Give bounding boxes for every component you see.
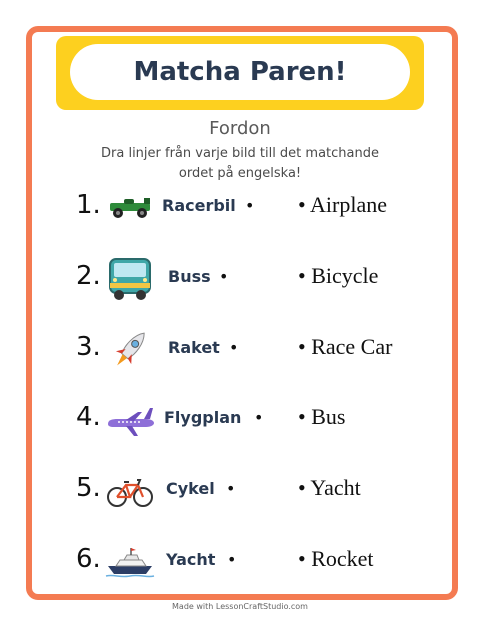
race-car-icon [104, 184, 156, 232]
worksheet-frame [26, 26, 458, 600]
left-bullet[interactable]: • [219, 267, 229, 286]
right-bullet[interactable]: • [298, 263, 306, 288]
right-bullet[interactable]: • [298, 404, 306, 429]
footer-credit: Made with LessonCraftStudio.com [172, 602, 308, 611]
swedish-word: Yacht [166, 550, 216, 569]
item-number: 5. [76, 473, 101, 503]
left-bullet[interactable]: • [227, 550, 237, 569]
english-label: Bus [311, 404, 346, 429]
english-word [298, 334, 392, 360]
item-number: 2. [76, 261, 101, 291]
english-label: Bicycle [311, 263, 379, 288]
title-pill [70, 44, 410, 100]
match-row [0, 398, 480, 442]
match-row [0, 328, 480, 372]
yacht-icon [104, 538, 156, 586]
english-word [298, 475, 361, 501]
right-bullet[interactable]: • [298, 192, 306, 217]
match-row [0, 257, 480, 301]
left-bullet[interactable]: • [226, 479, 236, 498]
match-row [0, 540, 480, 584]
item-number: 6. [76, 544, 101, 574]
worksheet-instructions [70, 144, 410, 184]
english-label: Race Car [311, 334, 393, 359]
english-word [298, 404, 345, 430]
english-word [298, 192, 387, 218]
english-word [298, 546, 374, 572]
instructions-line-1: Dra linjer från varje bild till det matchande [101, 146, 379, 161]
swedish-word: Cykel [166, 479, 215, 498]
swedish-word: Racerbil [162, 196, 236, 215]
left-bullet[interactable]: • [245, 196, 255, 215]
english-label: Rocket [311, 546, 374, 571]
swedish-word: Raket [168, 338, 220, 357]
item-number: 4. [76, 402, 101, 432]
swedish-word: Flygplan [164, 408, 242, 427]
right-bullet[interactable]: • [298, 546, 306, 571]
bicycle-icon [104, 467, 156, 515]
item-number: 1. [76, 190, 101, 220]
airplane-icon [104, 396, 156, 444]
right-bullet[interactable]: • [298, 475, 306, 500]
item-number: 3. [76, 332, 101, 362]
english-label: Airplane [310, 192, 387, 217]
match-row [0, 469, 480, 513]
worksheet-title: Matcha Paren! [133, 57, 347, 87]
english-label: Yacht [310, 475, 361, 500]
left-bullet[interactable]: • [254, 408, 264, 427]
match-row [0, 186, 480, 230]
left-bullet[interactable]: • [229, 338, 239, 357]
instructions-line-2: ordet på engelska! [178, 166, 302, 181]
swedish-word: Buss [168, 267, 211, 286]
bus-icon [104, 255, 156, 303]
english-word [298, 263, 378, 289]
right-bullet[interactable]: • [298, 334, 306, 359]
rocket-icon [104, 326, 156, 374]
worksheet-subject: Fordon [209, 118, 271, 139]
